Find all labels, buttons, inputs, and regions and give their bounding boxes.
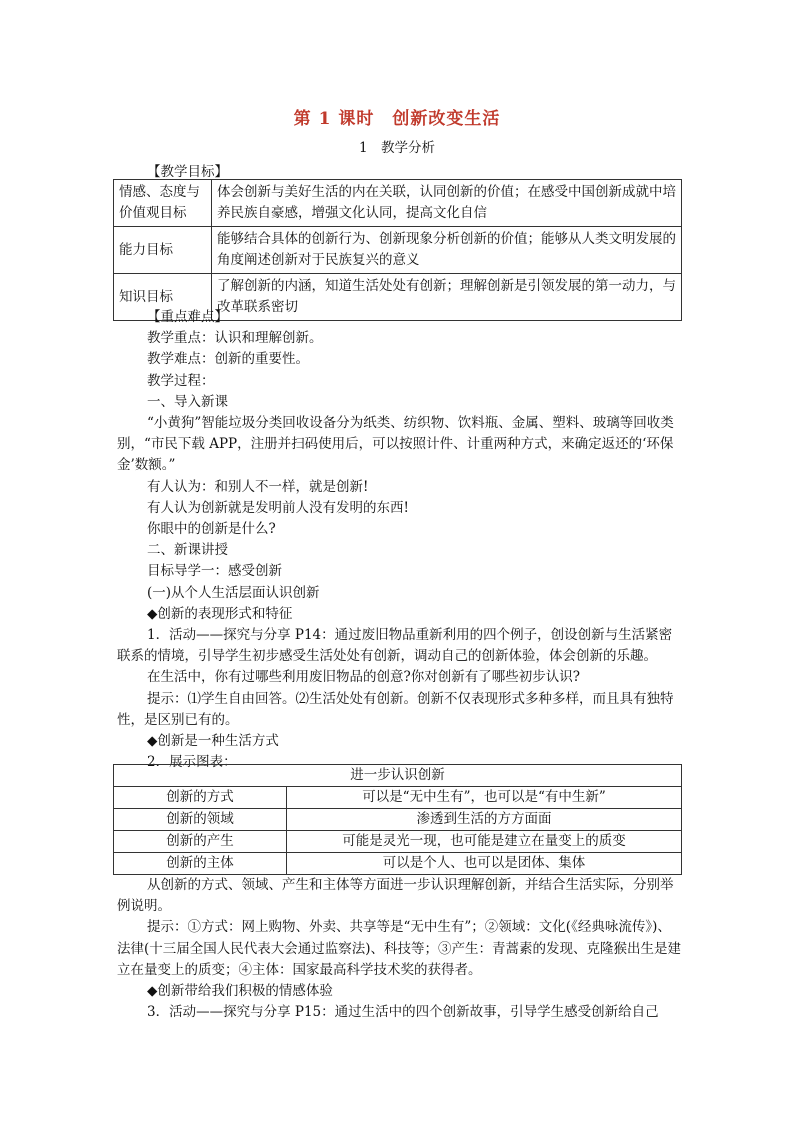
- table-row: [114, 809, 682, 831]
- table-row: [114, 227, 682, 274]
- goal-value: 了解创新的内涵，知道生活处处有创新；理解创新是引领发展的第一动力，与改革联系密切: [212, 274, 682, 321]
- intro-paragraph: “小黄狗”智能垃圾分类回收设备分为纸类、纺织物、饮料瓶、金属、塑料、玻璃等回收类别，“市民下载 APP，注册并扫码使用后，可以按照计件、计重两种方式，来确定返还的‘环保金’数额。”: [117, 415, 674, 474]
- question-two: 在生活中，你有过哪些利用废旧物品的创意?你对创新有了哪些初步认识?: [147, 669, 580, 686]
- hint-one: 提示：⑴学生自由回答。⑵生活处处有创新。创新不仅表现形式多种多样，而且具有独特性，是区别已有的。: [117, 690, 674, 728]
- teaching-goals-label: 【教学目标】: [147, 164, 228, 180]
- chart-value: 可以是“无中生有”，也可以是“有中生新”: [287, 787, 682, 809]
- chart-key: 创新的产生: [114, 831, 287, 853]
- show-chart-label: 2．展示图表：: [147, 754, 237, 771]
- bullet-two: ◆创新是一种生活方式: [147, 733, 279, 750]
- chart-value: 可以是个人、也可以是团体、集体: [287, 853, 682, 875]
- table-row: [114, 180, 682, 227]
- explain-paragraph: 从创新的方式、领域、产生和主体等方面进一步认识理解创新，并结合生活实际，分别举例说明。: [117, 877, 674, 915]
- goal-key: 知识目标: [114, 274, 212, 321]
- section-subtitle: 1 教学分析: [358, 140, 436, 156]
- bullet-one: ◆创新的表现形式和特征: [147, 605, 293, 622]
- activity-three: 3．活动——探究与分享 P15：通过生活中的四个创新故事，引导学生感受创新给自己: [147, 1004, 659, 1021]
- chart-key: 创新的领域: [114, 809, 287, 831]
- activity-one: 1．活动——探究与分享 P14：通过废旧物品重新利用的四个例子，创设创新与生活紧密联系的情境，引导学生初步感受生活处处有创新，调动自己的创新体验，体会创新的乐趣。: [117, 627, 673, 665]
- goal-key: 情感、态度与价值观目标: [114, 180, 212, 227]
- chart-key: 创新的主体: [114, 853, 287, 875]
- lesson-body: [117, 307, 682, 773]
- innovation-chart-table: [113, 764, 682, 875]
- opinion-two: 有人认为创新就是发明前人没有发明的东西!: [147, 499, 409, 516]
- chart-caption: 进一步认识创新: [114, 765, 682, 787]
- chart-value: 渗透到生活的方方面面: [287, 809, 682, 831]
- opinion-one: 有人认为：和别人不一样，就是创新!: [147, 478, 369, 495]
- key-difficulty-label: 【重点难点】: [147, 309, 228, 325]
- chart-value: 可能是灵光一现，也可能是建立在量变上的质变: [287, 831, 682, 853]
- teaching-goals-table: [113, 179, 682, 321]
- bullet-three: ◆创新带给我们积极的情感体验: [147, 983, 333, 1000]
- part-two-heading: 二、新课讲授: [147, 542, 228, 559]
- difficult-point: 教学难点：创新的重要性。: [147, 351, 309, 368]
- guide-one: 目标导学一：感受创新: [147, 563, 282, 580]
- goal-value: 能够结合具体的创新行为、创新现象分析创新的价值；能够从人类文明发展的角度阐述创新对于民族复兴的意义: [212, 227, 682, 274]
- part-one-heading: 一、导入新课: [147, 393, 228, 410]
- lesson-title: 第 1 课时 创新改变生活: [293, 109, 501, 129]
- table-row: [114, 765, 682, 787]
- chart-key: 创新的方式: [114, 787, 287, 809]
- goal-value: 体会创新与美好生活的内在关联，认同创新的价值；在感受中国创新成就中培养民族自豪感，增强文化认同，提高文化自信: [212, 180, 682, 227]
- process-label: 教学过程：: [147, 372, 215, 389]
- lesson-body-continued: [117, 875, 682, 1023]
- sub-heading-one: (一)从个人生活层面认识创新: [147, 584, 320, 601]
- key-point: 教学重点：认识和理解创新。: [147, 330, 323, 347]
- goal-key: 能力目标: [114, 227, 212, 274]
- hint-two: 提示：①方式：网上购物、外卖、共享等是“无中生有”；②领域：文化(《经典咏流传》)、法律(十三届全国人民代表大会通过监察法)、科技等；③产生：青蒿素的发现、克隆猴出生是建立在量变上的质变；④主体：国家最高科学技术奖的获得者。: [117, 919, 682, 978]
- table-row: [114, 787, 682, 809]
- table-row: [114, 853, 682, 875]
- question-one: 你眼中的创新是什么?: [147, 521, 276, 538]
- table-row: [114, 831, 682, 853]
